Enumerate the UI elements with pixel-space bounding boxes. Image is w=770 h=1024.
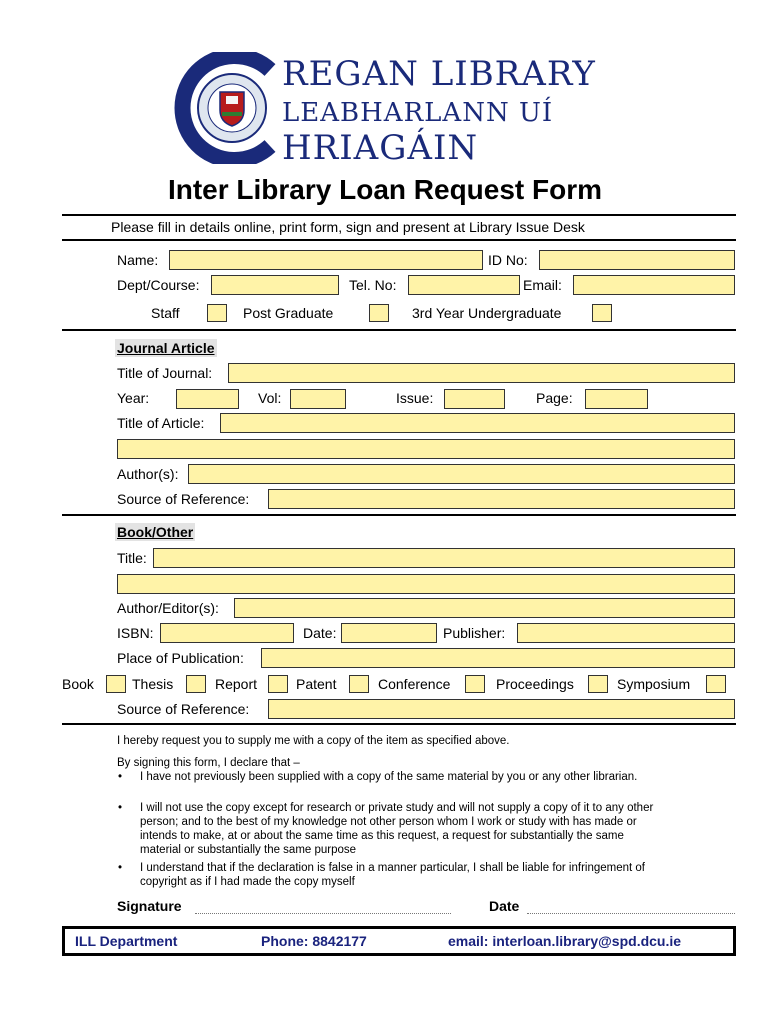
journal-source-field[interactable] (268, 489, 735, 509)
book-date-label: Date: (303, 625, 337, 641)
bullet-dot: • (118, 802, 123, 814)
year-field[interactable] (176, 389, 239, 409)
type-checkbox-report[interactable] (268, 675, 288, 693)
instructions-text: Please fill in details online, print form, sign and present at Library Issue Desk (111, 219, 585, 235)
issue-label: Issue: (396, 390, 434, 406)
type-label-conference: Conference (378, 676, 451, 692)
article-title-label: Title of Article: (117, 415, 205, 431)
page-label: Page: (536, 390, 573, 406)
logo-line-2: LEABHARLANN UÍ (282, 98, 554, 128)
journal-rule (62, 514, 736, 516)
sign-date-label: Date (489, 898, 520, 914)
type-checkbox-book[interactable] (106, 675, 126, 693)
place-label: Place of Publication: (117, 650, 244, 666)
logo-line-3: HRIAGÁIN (282, 128, 479, 168)
id-field[interactable] (539, 250, 735, 270)
type-checkbox-symposium[interactable] (706, 675, 726, 693)
type-checkbox-proceedings[interactable] (588, 675, 608, 693)
declaration-intro: By signing this form, I declare that – (117, 757, 300, 769)
dept-field[interactable] (211, 275, 339, 295)
type-label-report: Report (215, 676, 258, 692)
issue-field[interactable] (444, 389, 505, 409)
staff-checkbox[interactable] (207, 304, 227, 322)
id-label: ID No: (488, 252, 528, 268)
tel-field[interactable] (408, 275, 520, 295)
book-source-label: Source of Reference: (117, 701, 250, 717)
editors-label: Author/Editor(s): (117, 600, 219, 616)
email-label: Email: (523, 277, 562, 293)
declaration-bullet-2: I will not use the copy except for research or private study and will not supply a copy of it to any other person; and to the best of my knowledge not other person whom I work or study with has made or intends to make, at or about the same time as this request, a request for substantially the same material or substantially the same purpose (140, 802, 654, 856)
journal-title-label: Title of Journal: (117, 365, 213, 381)
book-title-field-2[interactable] (117, 574, 735, 594)
sign-date-line[interactable] (527, 913, 735, 914)
place-field[interactable] (261, 648, 735, 668)
book-title-field[interactable] (153, 548, 735, 568)
year-label: Year: (117, 390, 150, 406)
journal-heading: Journal Article (117, 340, 215, 356)
book-title-label: Title: (117, 550, 147, 566)
tel-label: Tel. No: (349, 277, 397, 293)
page-title: Inter Library Loan Request Form (167, 174, 603, 205)
signature-line[interactable] (195, 913, 451, 914)
bullet-dot: • (118, 862, 123, 874)
publisher-field[interactable] (517, 623, 735, 643)
postgrad-checkbox[interactable] (369, 304, 389, 322)
personal-rule (62, 329, 736, 331)
undergrad-checkbox[interactable] (592, 304, 612, 322)
declaration-bullet-1: I have not previously been supplied with a copy of the same material by you or any other librarian. (140, 771, 638, 783)
type-label-proceedings: Proceedings (496, 676, 574, 692)
postgrad-label: Post Graduate (243, 305, 334, 321)
footer-email[interactable]: email: interloan.library@spd.dcu.ie (448, 933, 682, 949)
type-label-symposium: Symposium (617, 676, 691, 692)
library-logo (170, 52, 610, 167)
declaration-bullet-3: I understand that if the declaration is false in a manner particular, I shall be liable for infringement of copyright as if I had made the copy myself (140, 862, 646, 888)
book-rule (62, 723, 736, 725)
book-heading: Book/Other (117, 524, 194, 540)
bullet-dot: • (118, 771, 123, 783)
journal-source-label: Source of Reference: (117, 491, 250, 507)
staff-label: Staff (151, 305, 180, 321)
name-field[interactable] (169, 250, 483, 270)
crest-icon (170, 52, 285, 164)
name-label: Name: (117, 252, 159, 268)
publisher-label: Publisher: (443, 625, 506, 641)
type-label-thesis: Thesis (132, 676, 174, 692)
email-field[interactable] (573, 275, 735, 295)
article-title-field-2[interactable] (117, 439, 735, 459)
authors-label: Author(s): (117, 466, 179, 482)
type-label-book: Book (62, 676, 94, 692)
book-date-field[interactable] (341, 623, 437, 643)
isbn-label: ISBN: (117, 625, 154, 641)
type-label-patent: Patent (296, 676, 337, 692)
page-field[interactable] (585, 389, 648, 409)
vol-field[interactable] (290, 389, 346, 409)
undergrad-label: 3rd Year Undergraduate (412, 305, 562, 321)
authors-field[interactable] (188, 464, 735, 484)
isbn-field[interactable] (160, 623, 294, 643)
type-checkbox-thesis[interactable] (186, 675, 206, 693)
editors-field[interactable] (234, 598, 735, 618)
book-source-field[interactable] (268, 699, 735, 719)
title-rule (62, 214, 736, 216)
vol-label: Vol: (258, 390, 282, 406)
instructions-rule (62, 239, 736, 241)
journal-title-field[interactable] (228, 363, 735, 383)
footer-phone: Phone: 8842177 (261, 933, 367, 949)
logo-line-1: REGAN LIBRARY (282, 54, 596, 94)
footer-department: ILL Department (75, 933, 178, 949)
contact-footer (62, 926, 736, 956)
signature-label: Signature (117, 898, 182, 914)
dept-label: Dept/Course: (117, 277, 200, 293)
request-statement: I hereby request you to supply me with a copy of the item as specified above. (117, 735, 510, 747)
article-title-field[interactable] (220, 413, 735, 433)
type-checkbox-patent[interactable] (349, 675, 369, 693)
type-checkbox-conference[interactable] (465, 675, 485, 693)
